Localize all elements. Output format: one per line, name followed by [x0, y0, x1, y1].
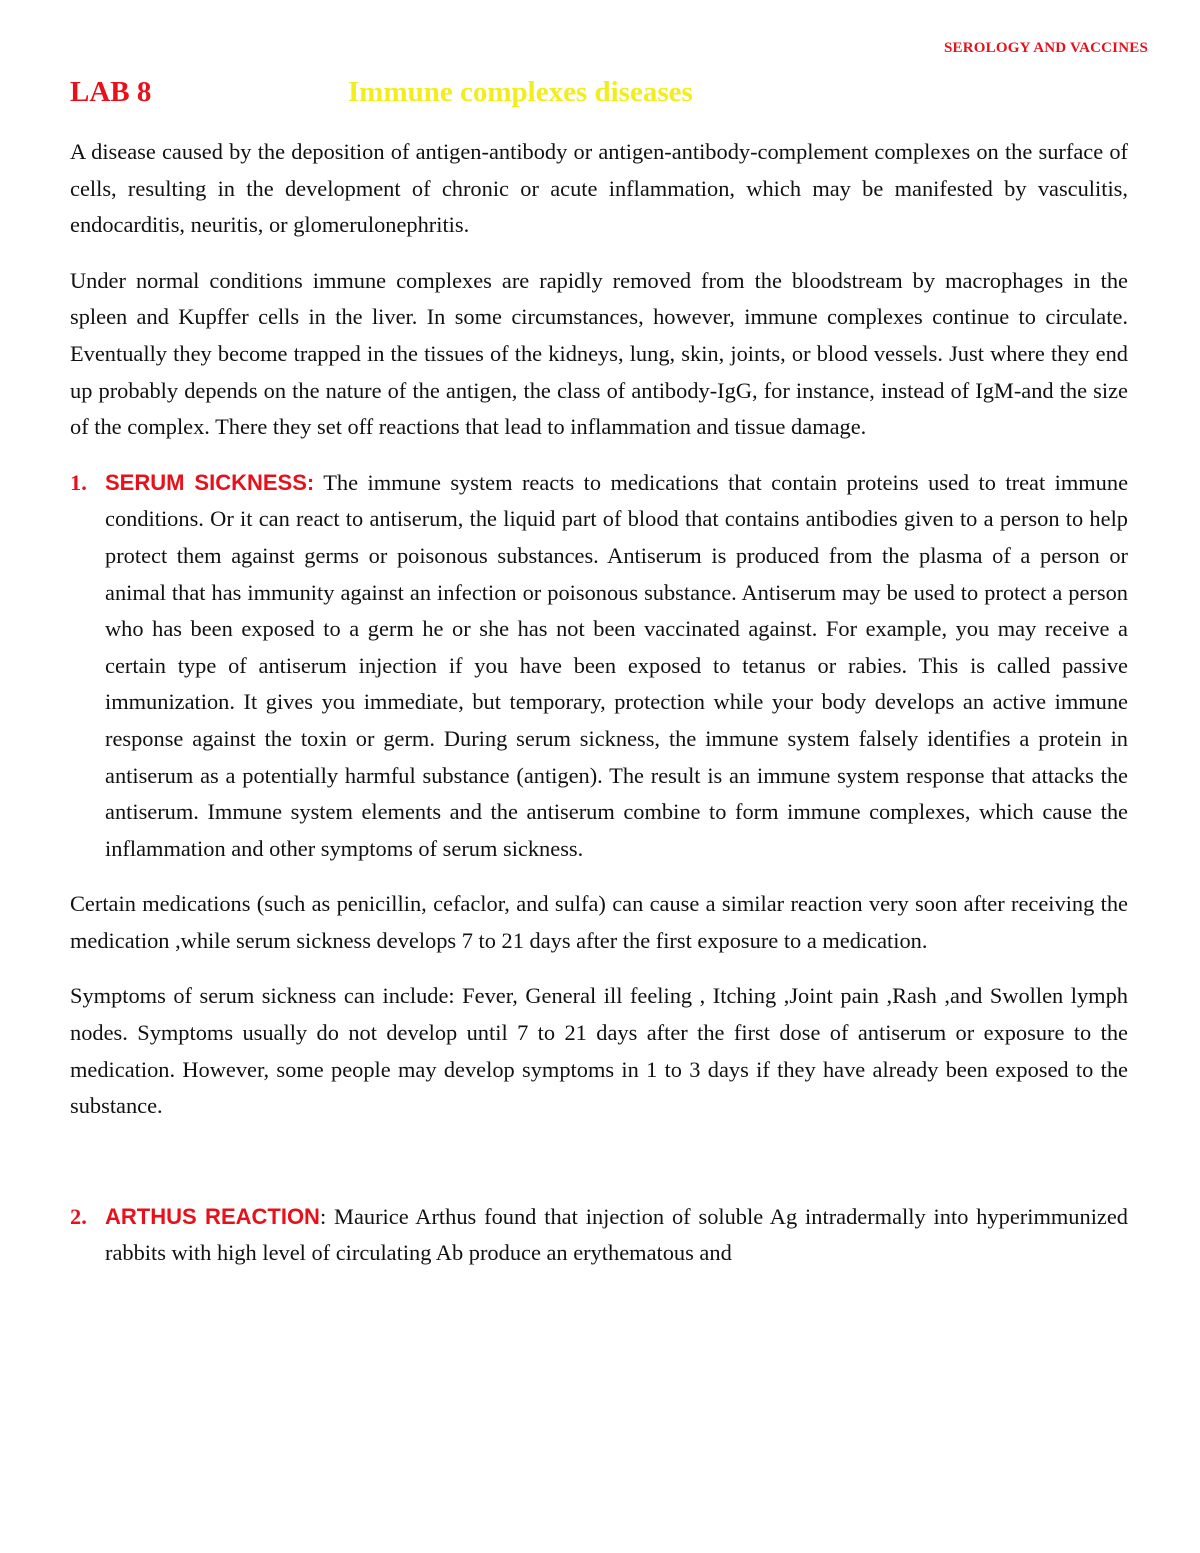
section-spacer [70, 1144, 1128, 1199]
lab-number: LAB 8 [70, 76, 152, 108]
list-item-serum-sickness [70, 465, 1128, 868]
normal-conditions-paragraph: Under normal conditions immune complexes are rapidly removed from the bloodstream by macrophages in the spleen and Kupffer cells in the liver. In some circumstances, however, immune complexes continue to circulate. Eventually they become trapped in the tissues of the kidneys, lung, skin, joints, or blood vessels. Just where they end up probably depends on the nature of the antigen, the class of antibody-IgG, for instance, instead of IgM-and the size of the complex. There they set off reactions that lead to inflammation and tissue damage. [70, 267, 1128, 440]
document-body [70, 134, 1128, 1291]
list-item-number: 2. [70, 1203, 87, 1229]
medications-paragraph: Certain medications (such as penicillin, cefaclor, and sulfa) can cause a similar reaction very soon after receiving the medication ,while serum sickness develops 7 to 21 days after the first exposure to a medication. [70, 891, 1128, 953]
list-item-heading: SERUM SICKNESS: [105, 469, 315, 495]
list-item-text: The immune system reacts to medications that contain proteins used to treat immune conditions. Or it can react to antiserum, the liquid part of blood that contains antibodies given to a person to help protect them against germs or poisonous substances. Antiserum is produced from the plasma of a person or animal that has immunity against an infection or poisonous substance. Antiserum may be used to protect a person who has been exposed to a germ he or she has not been vaccinated against. For example, you may receive a certain type of antiserum injection if you have been exposed to tetanus or rabies. This is called passive immunization. It gives you immediate, but temporary, protection while your body develops an active immune response against the toxin or germ. During serum sickness, the immune system falsely identifies a protein in antiserum as a potentially harmful substance (antigen). The result is an immune system response that attacks the antiserum. Immune system elements and the antiserum combine to form immune complexes, which cause the inflammation and other symptoms of serum sickness. [105, 469, 1129, 861]
title-row [70, 76, 1130, 116]
running-header: SEROLOGY AND VACCINES [944, 40, 1148, 56]
list-item-number: 1. [70, 469, 87, 495]
lab-title: Immune complexes diseases [348, 76, 693, 108]
list-item-text: : Maurice Arthus found that injection of soluble Ag intradermally into hyperimmunized rabbits with high level of circulating Ab produce an erythematous and [105, 1203, 1128, 1266]
definition-paragraph: A disease caused by the deposition of antigen-antibody or antigen-antibody-complement complexes on the surface of cells, resulting in the development of chronic or acute inflammation, which may be manifested by vasculitis, endocarditis, neuritis, or glomerulonephritis. [70, 139, 1128, 238]
list-item-heading: ARTHUS REACTION [105, 1203, 320, 1229]
list-item-arthus-reaction [70, 1199, 1128, 1272]
symptoms-paragraph: Symptoms of serum sickness can include: Fever, General ill feeling , Itching ,Joint pain ,Rash ,and Swollen lymph nodes. Symptoms usually do not develop until 7 to 21 days after the first dose of antiserum or exposure to the medication. However, some people may develop symptoms in 1 to 3 days if they have already been exposed to the substance. [70, 983, 1128, 1119]
